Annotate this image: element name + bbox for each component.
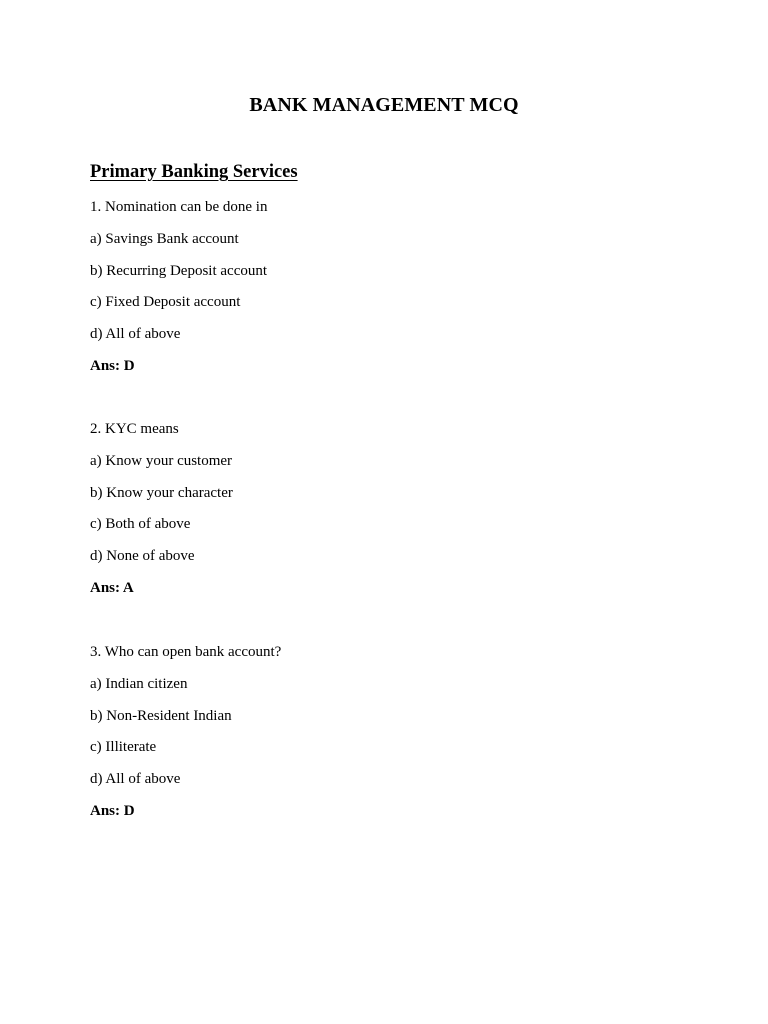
- option-b: b) Know your character: [90, 484, 233, 501]
- question-block-2: [90, 419, 690, 610]
- answer-text: Ans: D: [90, 802, 135, 819]
- option-b: b) Non-Resident Indian: [90, 707, 232, 724]
- document-title: BANK MANAGEMENT MCQ: [249, 94, 519, 116]
- option-a: a) Know your customer: [90, 452, 233, 469]
- option-c: c) Illiterate: [90, 739, 157, 756]
- option-c: c) Fixed Deposit account: [90, 294, 241, 311]
- option-a: a) Indian citizen: [90, 675, 188, 692]
- question-block-1: [90, 197, 690, 388]
- option-d: d) All of above: [90, 771, 181, 788]
- section-heading: Primary Banking Services: [90, 162, 298, 182]
- option-a: a) Savings Bank account: [90, 230, 239, 247]
- option-d: d) None of above: [90, 548, 195, 565]
- option-c: c) Both of above: [90, 516, 191, 533]
- question-text: 3. Who can open bank account?: [90, 644, 282, 660]
- question-text: 1. Nomination can be done in: [90, 199, 268, 215]
- question-block-3: [90, 642, 690, 833]
- option-d: d) All of above: [90, 326, 181, 343]
- answer-text: Ans: A: [90, 579, 134, 596]
- question-text: 2. KYC means: [90, 421, 179, 437]
- option-b: b) Recurring Deposit account: [90, 262, 268, 279]
- answer-text: Ans: D: [90, 357, 135, 374]
